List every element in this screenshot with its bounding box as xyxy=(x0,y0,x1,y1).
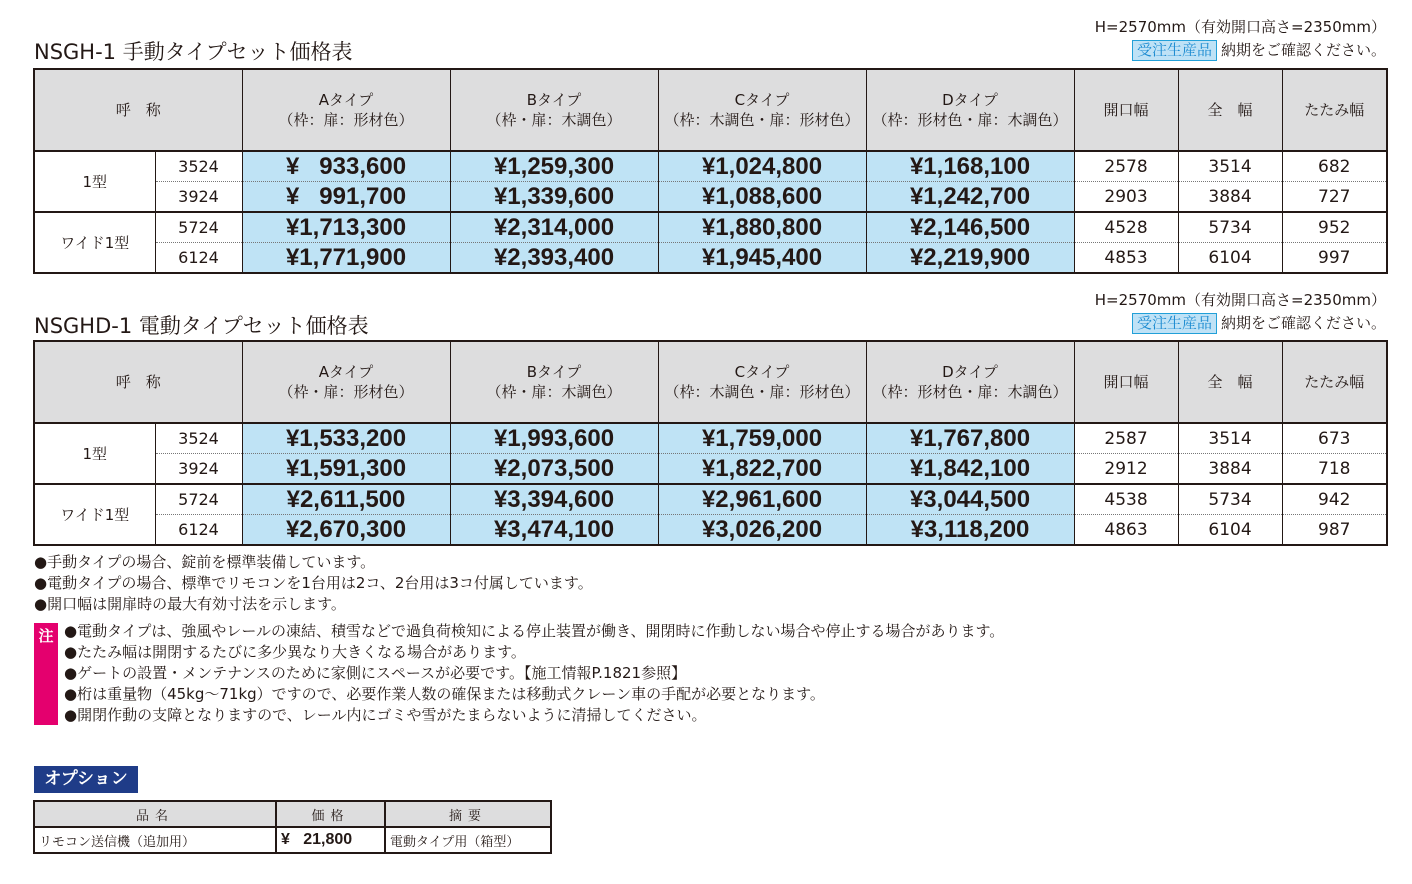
caution-notes xyxy=(64,621,1004,726)
table-row xyxy=(34,454,1387,485)
caution-item: ●電動タイプは、強風やレールの凍結、積雪などで過負荷検知による停止装置が働き、開閉時に作動しない場合や停止する場合があります。 xyxy=(64,622,1005,640)
model-code: 6124 xyxy=(155,243,242,274)
model-code: 3924 xyxy=(155,182,242,213)
note-item: ●電動タイプの場合、標準でリモコンを1台用は2コ、2台用は3コ付属しています。 xyxy=(34,574,593,592)
price-d: ¥2,219,900 xyxy=(866,243,1074,274)
table-row xyxy=(34,182,1387,213)
price-b: ¥2,073,500 xyxy=(450,454,658,485)
header-type-b: Bタイプ （枠・扉：木調色） xyxy=(450,69,658,151)
price-a: ¥2,670,300 xyxy=(242,515,450,546)
opening-width: 4528 xyxy=(1074,212,1178,243)
price-b: ¥3,394,600 xyxy=(450,484,658,515)
model-code: 3524 xyxy=(155,151,242,182)
section-title-2: NSGHD-1 電動タイプセット価格表 xyxy=(34,314,369,338)
caution-label: 注 xyxy=(38,627,54,645)
folded-width: 942 xyxy=(1282,484,1387,515)
table-row xyxy=(34,212,1387,243)
group-name: ワイド1型 xyxy=(60,506,130,524)
price-c: ¥1,945,400 xyxy=(658,243,866,274)
price-a: ¥ 991,700 xyxy=(242,182,450,213)
price-b: ¥2,314,000 xyxy=(450,212,658,243)
price-c: ¥3,026,200 xyxy=(658,515,866,546)
price-b: ¥1,339,600 xyxy=(450,182,658,213)
total-width: 6104 xyxy=(1178,515,1282,546)
price-b: ¥2,393,400 xyxy=(450,243,658,274)
total-width: 5734 xyxy=(1178,484,1282,515)
table-row xyxy=(34,484,1387,515)
opening-width: 4853 xyxy=(1074,243,1178,274)
group-name: 1型 xyxy=(34,423,155,484)
folded-width: 952 xyxy=(1282,212,1387,243)
folded-width: 727 xyxy=(1282,182,1387,213)
price-d: ¥1,242,700 xyxy=(866,182,1074,213)
price-a: ¥2,611,500 xyxy=(242,484,450,515)
table-row xyxy=(34,423,1387,454)
price-a: ¥1,771,900 xyxy=(242,243,450,274)
notes xyxy=(34,552,593,615)
header-type-c: Cタイプ （枠：木調色・扉：形材色） xyxy=(658,341,866,423)
table-row xyxy=(34,243,1387,274)
made-to-order-badge-2: 受注生産品 xyxy=(1132,313,1217,334)
total-width: 3884 xyxy=(1178,182,1282,213)
header-folded-width: たたみ幅 xyxy=(1282,69,1387,151)
folded-width: 997 xyxy=(1282,243,1387,274)
price-c: ¥1,088,600 xyxy=(658,182,866,213)
option-header-remark: 摘要 xyxy=(385,801,551,827)
model-code: 5724 xyxy=(155,212,242,243)
header-name: 呼 称 xyxy=(34,69,242,151)
table-row xyxy=(34,515,1387,546)
price-d: ¥1,168,100 xyxy=(866,151,1074,182)
header-name: 呼 称 xyxy=(34,341,242,423)
model-code: 3524 xyxy=(155,423,242,454)
table-row xyxy=(34,151,1387,182)
caution-item: ●開閉作動の支障となりますので、レール内にゴミや雪がたまらないように清掃してください。 xyxy=(64,706,707,724)
price-d: ¥3,044,500 xyxy=(866,484,1074,515)
price-b: ¥1,993,600 xyxy=(450,423,658,454)
price-b: ¥1,259,300 xyxy=(450,151,658,182)
price-c: ¥1,759,000 xyxy=(658,423,866,454)
header-total-width: 全 幅 xyxy=(1178,341,1282,423)
height-note-1: H=2570mm（有効開口高さ=2350mm） xyxy=(1094,18,1386,36)
folded-width: 987 xyxy=(1282,515,1387,546)
header-type-d: Dタイプ （枠：形材色・扉：木調色） xyxy=(866,69,1074,151)
option-remark: 電動タイプ用（箱型） xyxy=(385,827,551,853)
price-table-manual xyxy=(33,68,1388,274)
opening-width: 2912 xyxy=(1074,454,1178,485)
total-width: 3514 xyxy=(1178,423,1282,454)
price-a: ¥1,713,300 xyxy=(242,212,450,243)
model-code: 5724 xyxy=(155,484,242,515)
total-width: 3514 xyxy=(1178,151,1282,182)
model-code: 6124 xyxy=(155,515,242,546)
opening-width: 2578 xyxy=(1074,151,1178,182)
caution-item: ●ゲートの設置・メンテナンスのために家側にスペースが必要です。【施工情報P.1821参照】 xyxy=(64,664,687,682)
total-width: 6104 xyxy=(1178,243,1282,274)
price-c: ¥1,880,800 xyxy=(658,212,866,243)
option-table xyxy=(33,800,552,854)
header-type-b: Bタイプ （枠・扉：木調色） xyxy=(450,341,658,423)
price-c: ¥2,961,600 xyxy=(658,484,866,515)
option-name: リモコン送信機（追加用） xyxy=(39,834,196,850)
option-label: オプション xyxy=(34,766,138,793)
group-name: ワイド1型 xyxy=(60,234,130,252)
header-type-c: Cタイプ （枠：木調色・扉：形材色） xyxy=(658,69,866,151)
height-note-2: H=2570mm（有効開口高さ=2350mm） xyxy=(1094,291,1386,309)
made-to-order-note-2 xyxy=(1132,312,1386,334)
option-price: ¥ 21,800 xyxy=(276,827,385,853)
header-opening-width: 開口幅 xyxy=(1074,341,1178,423)
made-to-order-text-2: 納期をご確認ください。 xyxy=(1220,314,1386,332)
caution-item: ●桁は重量物（45kg～71kg）ですので、必要作業人数の確保または移動式クレーン車の手配が必要となります。 xyxy=(64,685,825,703)
made-to-order-badge-1: 受注生産品 xyxy=(1132,40,1217,61)
price-d: ¥1,842,100 xyxy=(866,454,1074,485)
table-row xyxy=(34,827,551,853)
option-header-price: 価格 xyxy=(276,801,385,827)
price-c: ¥1,822,700 xyxy=(658,454,866,485)
made-to-order-note-1 xyxy=(1132,39,1386,61)
folded-width: 718 xyxy=(1282,454,1387,485)
price-a: ¥ 933,600 xyxy=(242,151,450,182)
model-code: 3924 xyxy=(155,454,242,485)
note-item: ●手動タイプの場合、錠前を標準装備しています。 xyxy=(34,553,376,571)
price-a: ¥1,591,300 xyxy=(242,454,450,485)
price-a: ¥1,533,200 xyxy=(242,423,450,454)
caution-item: ●たたみ幅は開閉するたびに多少異なり大きくなる場合があります。 xyxy=(64,643,526,661)
opening-width: 4863 xyxy=(1074,515,1178,546)
section-title-1: NSGH-1 手動タイプセット価格表 xyxy=(34,40,353,64)
group-name: 1型 xyxy=(34,151,155,212)
folded-width: 682 xyxy=(1282,151,1387,182)
opening-width: 2903 xyxy=(1074,182,1178,213)
opening-width: 2587 xyxy=(1074,423,1178,454)
total-width: 3884 xyxy=(1178,454,1282,485)
header-folded-width: たたみ幅 xyxy=(1282,341,1387,423)
folded-width: 673 xyxy=(1282,423,1387,454)
caution-marker xyxy=(34,623,58,725)
total-width: 5734 xyxy=(1178,212,1282,243)
header-total-width: 全 幅 xyxy=(1178,69,1282,151)
price-d: ¥2,146,500 xyxy=(866,212,1074,243)
header-type-a: Aタイプ （枠・扉：形材色） xyxy=(242,341,450,423)
price-table-electric xyxy=(33,340,1388,546)
header-type-d: Dタイプ （枠：形材色・扉：木調色） xyxy=(866,341,1074,423)
option-header-name: 品名 xyxy=(34,801,276,827)
price-d: ¥3,118,200 xyxy=(866,515,1074,546)
header-type-a: Aタイプ （枠：扉：形材色） xyxy=(242,69,450,151)
opening-width: 4538 xyxy=(1074,484,1178,515)
price-d: ¥1,767,800 xyxy=(866,423,1074,454)
note-item: ●開口幅は開扉時の最大有効寸法を示します。 xyxy=(34,595,346,613)
made-to-order-text-1: 納期をご確認ください。 xyxy=(1220,41,1386,59)
header-opening-width: 開口幅 xyxy=(1074,69,1178,151)
price-b: ¥3,474,100 xyxy=(450,515,658,546)
price-c: ¥1,024,800 xyxy=(658,151,866,182)
